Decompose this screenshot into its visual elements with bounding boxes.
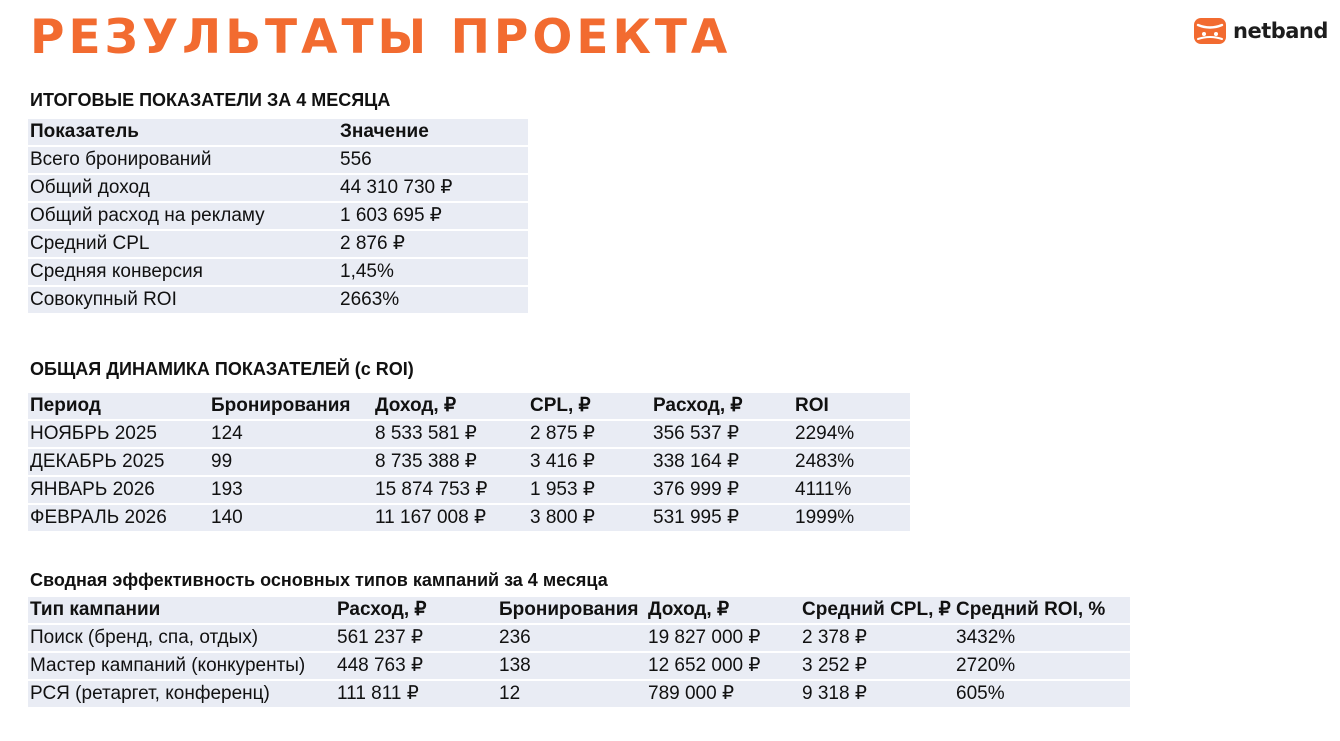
dynamics-table xyxy=(28,391,910,533)
table-row xyxy=(28,287,528,313)
table-cell: 111 811 ₽ xyxy=(335,681,497,707)
table-row xyxy=(28,421,910,447)
table-row xyxy=(28,681,1130,707)
table-cell: 236 xyxy=(497,625,646,651)
column-header: Бронирования xyxy=(497,597,646,623)
table-cell: 138 xyxy=(497,653,646,679)
table-row xyxy=(28,231,528,257)
column-header: CPL, ₽ xyxy=(528,393,651,419)
table-cell: НОЯБРЬ 2025 xyxy=(28,421,209,447)
table-cell: 2 875 ₽ xyxy=(528,421,651,447)
column-header: ROI xyxy=(793,393,910,419)
table-cell: 1,45% xyxy=(338,259,528,285)
table-cell: 3 800 ₽ xyxy=(528,505,651,531)
table-cell: 99 xyxy=(209,449,373,475)
netband-logo-icon xyxy=(1193,16,1227,46)
table-cell: 124 xyxy=(209,421,373,447)
table-cell: 44 310 730 ₽ xyxy=(338,175,528,201)
table-cell: Общий доход xyxy=(28,175,338,201)
table-cell: Совокупный ROI xyxy=(28,287,338,313)
table-cell: ФЕВРАЛЬ 2026 xyxy=(28,505,209,531)
table-cell: 1999% xyxy=(793,505,910,531)
column-header: Расход, ₽ xyxy=(651,393,793,419)
dynamics-title: ОБЩАЯ ДИНАМИКА ПОКАЗАТЕЛЕЙ (с ROI) xyxy=(30,359,414,379)
table-cell: 2294% xyxy=(793,421,910,447)
table-cell: ЯНВАРЬ 2026 xyxy=(28,477,209,503)
column-header: Средний CPL, ₽ xyxy=(800,597,954,623)
table-cell: 376 999 ₽ xyxy=(651,477,793,503)
table-cell: 3 252 ₽ xyxy=(800,653,954,679)
table-cell: 3432% xyxy=(954,625,1130,651)
table-header-row xyxy=(28,119,528,145)
table-cell: 3 416 ₽ xyxy=(528,449,651,475)
table-cell: РСЯ (ретаргет, конференц) xyxy=(28,681,335,707)
table-cell: 356 537 ₽ xyxy=(651,421,793,447)
column-header: Показатель xyxy=(28,119,338,145)
table-cell: Поиск (бренд, спа, отдых) xyxy=(28,625,335,651)
table-cell: 2 876 ₽ xyxy=(338,231,528,257)
table-cell: 12 652 000 ₽ xyxy=(646,653,800,679)
table-cell: 15 874 753 ₽ xyxy=(373,477,528,503)
column-header: Период xyxy=(28,393,209,419)
column-header: Бронирования xyxy=(209,393,373,419)
campaigns-title: Сводная эффективность основных типов кампаний за 4 месяца xyxy=(30,570,608,590)
table-cell: 789 000 ₽ xyxy=(646,681,800,707)
table-cell: 8 533 581 ₽ xyxy=(373,421,528,447)
table-cell: Общий расход на рекламу xyxy=(28,203,338,229)
table-cell: 8 735 388 ₽ xyxy=(373,449,528,475)
table-row xyxy=(28,477,910,503)
table-cell: 1 603 695 ₽ xyxy=(338,203,528,229)
table-cell: 4111% xyxy=(793,477,910,503)
table-row xyxy=(28,147,528,173)
brand-logo xyxy=(1193,16,1328,46)
table-cell: 2 378 ₽ xyxy=(800,625,954,651)
column-header: Значение xyxy=(338,119,528,145)
table-row xyxy=(28,175,528,201)
table-cell: 11 167 008 ₽ xyxy=(373,505,528,531)
campaigns-table xyxy=(28,595,1130,709)
column-header: Доход, ₽ xyxy=(373,393,528,419)
logo-text: netband xyxy=(1233,19,1328,43)
table-cell: Средняя конверсия xyxy=(28,259,338,285)
table-cell: Мастер кампаний (конкуренты) xyxy=(28,653,335,679)
table-cell: ДЕКАБРЬ 2025 xyxy=(28,449,209,475)
table-cell: 9 318 ₽ xyxy=(800,681,954,707)
table-cell: 338 164 ₽ xyxy=(651,449,793,475)
column-header: Тип кампании xyxy=(28,597,335,623)
page-title: РЕЗУЛЬТАТЫ ПРОЕКТА xyxy=(30,10,732,65)
table-cell: Всего бронирований xyxy=(28,147,338,173)
table-row xyxy=(28,505,910,531)
column-header: Расход, ₽ xyxy=(335,597,497,623)
table-cell: 605% xyxy=(954,681,1130,707)
table-cell: 140 xyxy=(209,505,373,531)
table-row xyxy=(28,203,528,229)
table-row xyxy=(28,259,528,285)
summary-table xyxy=(28,117,528,315)
table-header-row xyxy=(28,393,910,419)
table-cell: 561 237 ₽ xyxy=(335,625,497,651)
table-row xyxy=(28,449,910,475)
table-cell: 2720% xyxy=(954,653,1130,679)
column-header: Средний ROI, % xyxy=(954,597,1130,623)
table-cell: 12 xyxy=(497,681,646,707)
table-cell: 448 763 ₽ xyxy=(335,653,497,679)
table-cell: 193 xyxy=(209,477,373,503)
table-header-row xyxy=(28,597,1130,623)
table-cell: 531 995 ₽ xyxy=(651,505,793,531)
table-cell: 556 xyxy=(338,147,528,173)
table-row xyxy=(28,625,1130,651)
table-cell: 2483% xyxy=(793,449,910,475)
table-cell: 2663% xyxy=(338,287,528,313)
summary-title: ИТОГОВЫЕ ПОКАЗАТЕЛИ ЗА 4 МЕСЯЦА xyxy=(30,90,391,110)
column-header: Доход, ₽ xyxy=(646,597,800,623)
table-row xyxy=(28,653,1130,679)
table-cell: 1 953 ₽ xyxy=(528,477,651,503)
table-cell: Средний CPL xyxy=(28,231,338,257)
table-cell: 19 827 000 ₽ xyxy=(646,625,800,651)
